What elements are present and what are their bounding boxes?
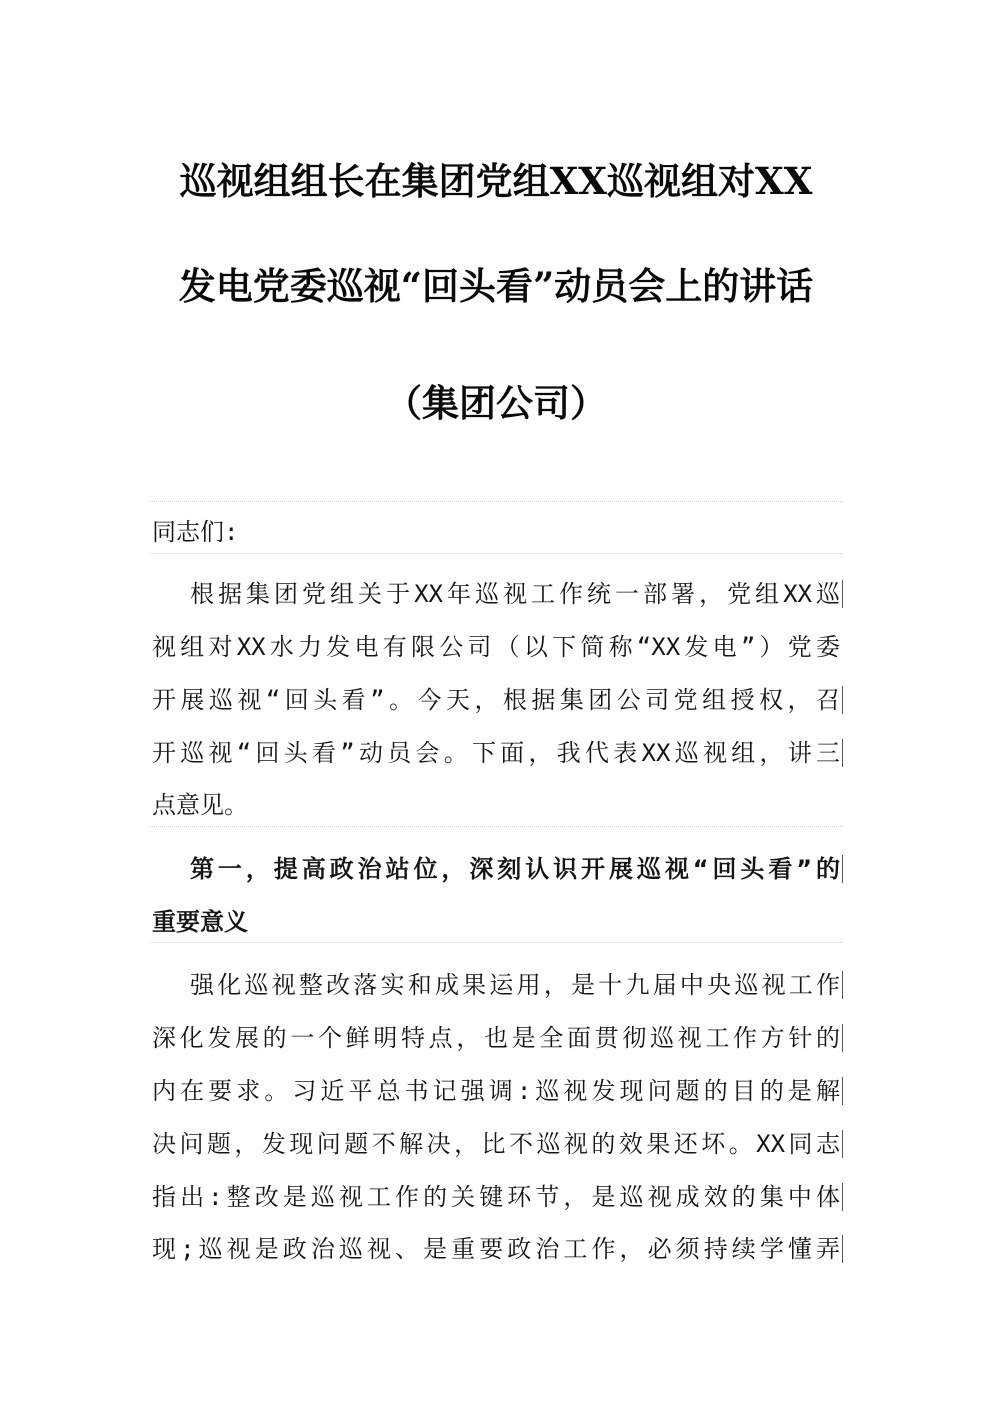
margin-mark [842, 1024, 843, 1052]
document-title-line-1: 巡视组组长在集团党组XX巡视组对XX [179, 159, 813, 203]
margin-mark [842, 1183, 843, 1211]
margin-mark [842, 971, 843, 999]
paragraph-1-line-1: 根据集团党组关于XX年巡视工作统一部署，党组XX巡 [190, 580, 840, 608]
margin-mark [842, 739, 843, 767]
section-divider [150, 826, 843, 827]
document-subtitle: （集团公司） [385, 381, 607, 425]
paragraph-2-line-3: 内在要求。习近平总书记强调:巡视发现问题的目的是解 [152, 1077, 840, 1105]
margin-mark [842, 855, 843, 883]
document-title-line-2: 发电党委巡视“回头看”动员会上的讲话 [178, 264, 814, 308]
paragraph-1-line-2: 视组对XX水力发电有限公司（以下简称“XX发电”）党委 [152, 633, 840, 661]
paragraph-2-line-6: 现;巡视是政治巡视、是重要政治工作，必须持续学懂弄 [152, 1235, 840, 1263]
heading-1-line-2: 重要意义 [152, 908, 248, 936]
paragraph-1-line-4: 开巡视“回头看”动员会。下面，我代表XX巡视组，讲三 [152, 739, 840, 767]
section-divider [150, 501, 843, 502]
salutation: 同志们: [152, 518, 239, 546]
margin-mark [842, 1130, 843, 1158]
margin-mark [842, 580, 843, 608]
paragraph-2-line-2: 深化发展的一个鲜明特点，也是全面贯彻巡视工作方针的 [152, 1024, 840, 1052]
section-divider [150, 553, 843, 554]
margin-mark [842, 686, 843, 714]
section-divider [150, 942, 843, 943]
paragraph-1-line-3: 开展巡视“回头看”。今天，根据集团公司党组授权，召 [152, 686, 840, 714]
paragraph-2-line-1: 强化巡视整改落实和成果运用，是十九届中央巡视工作 [190, 971, 840, 999]
paragraph-1-line-5: 点意见。 [152, 791, 248, 819]
heading-1-line-1: 第一，提高政治站位，深刻认识开展巡视“回头看”的 [190, 855, 840, 883]
margin-mark [842, 1235, 843, 1263]
margin-mark [842, 1077, 843, 1105]
paragraph-2-line-5: 指出:整改是巡视工作的关键环节，是巡视成效的集中体 [152, 1183, 840, 1211]
paragraph-2-line-4: 决问题，发现问题不解决，比不巡视的效果还坏。XX同志 [152, 1130, 840, 1158]
